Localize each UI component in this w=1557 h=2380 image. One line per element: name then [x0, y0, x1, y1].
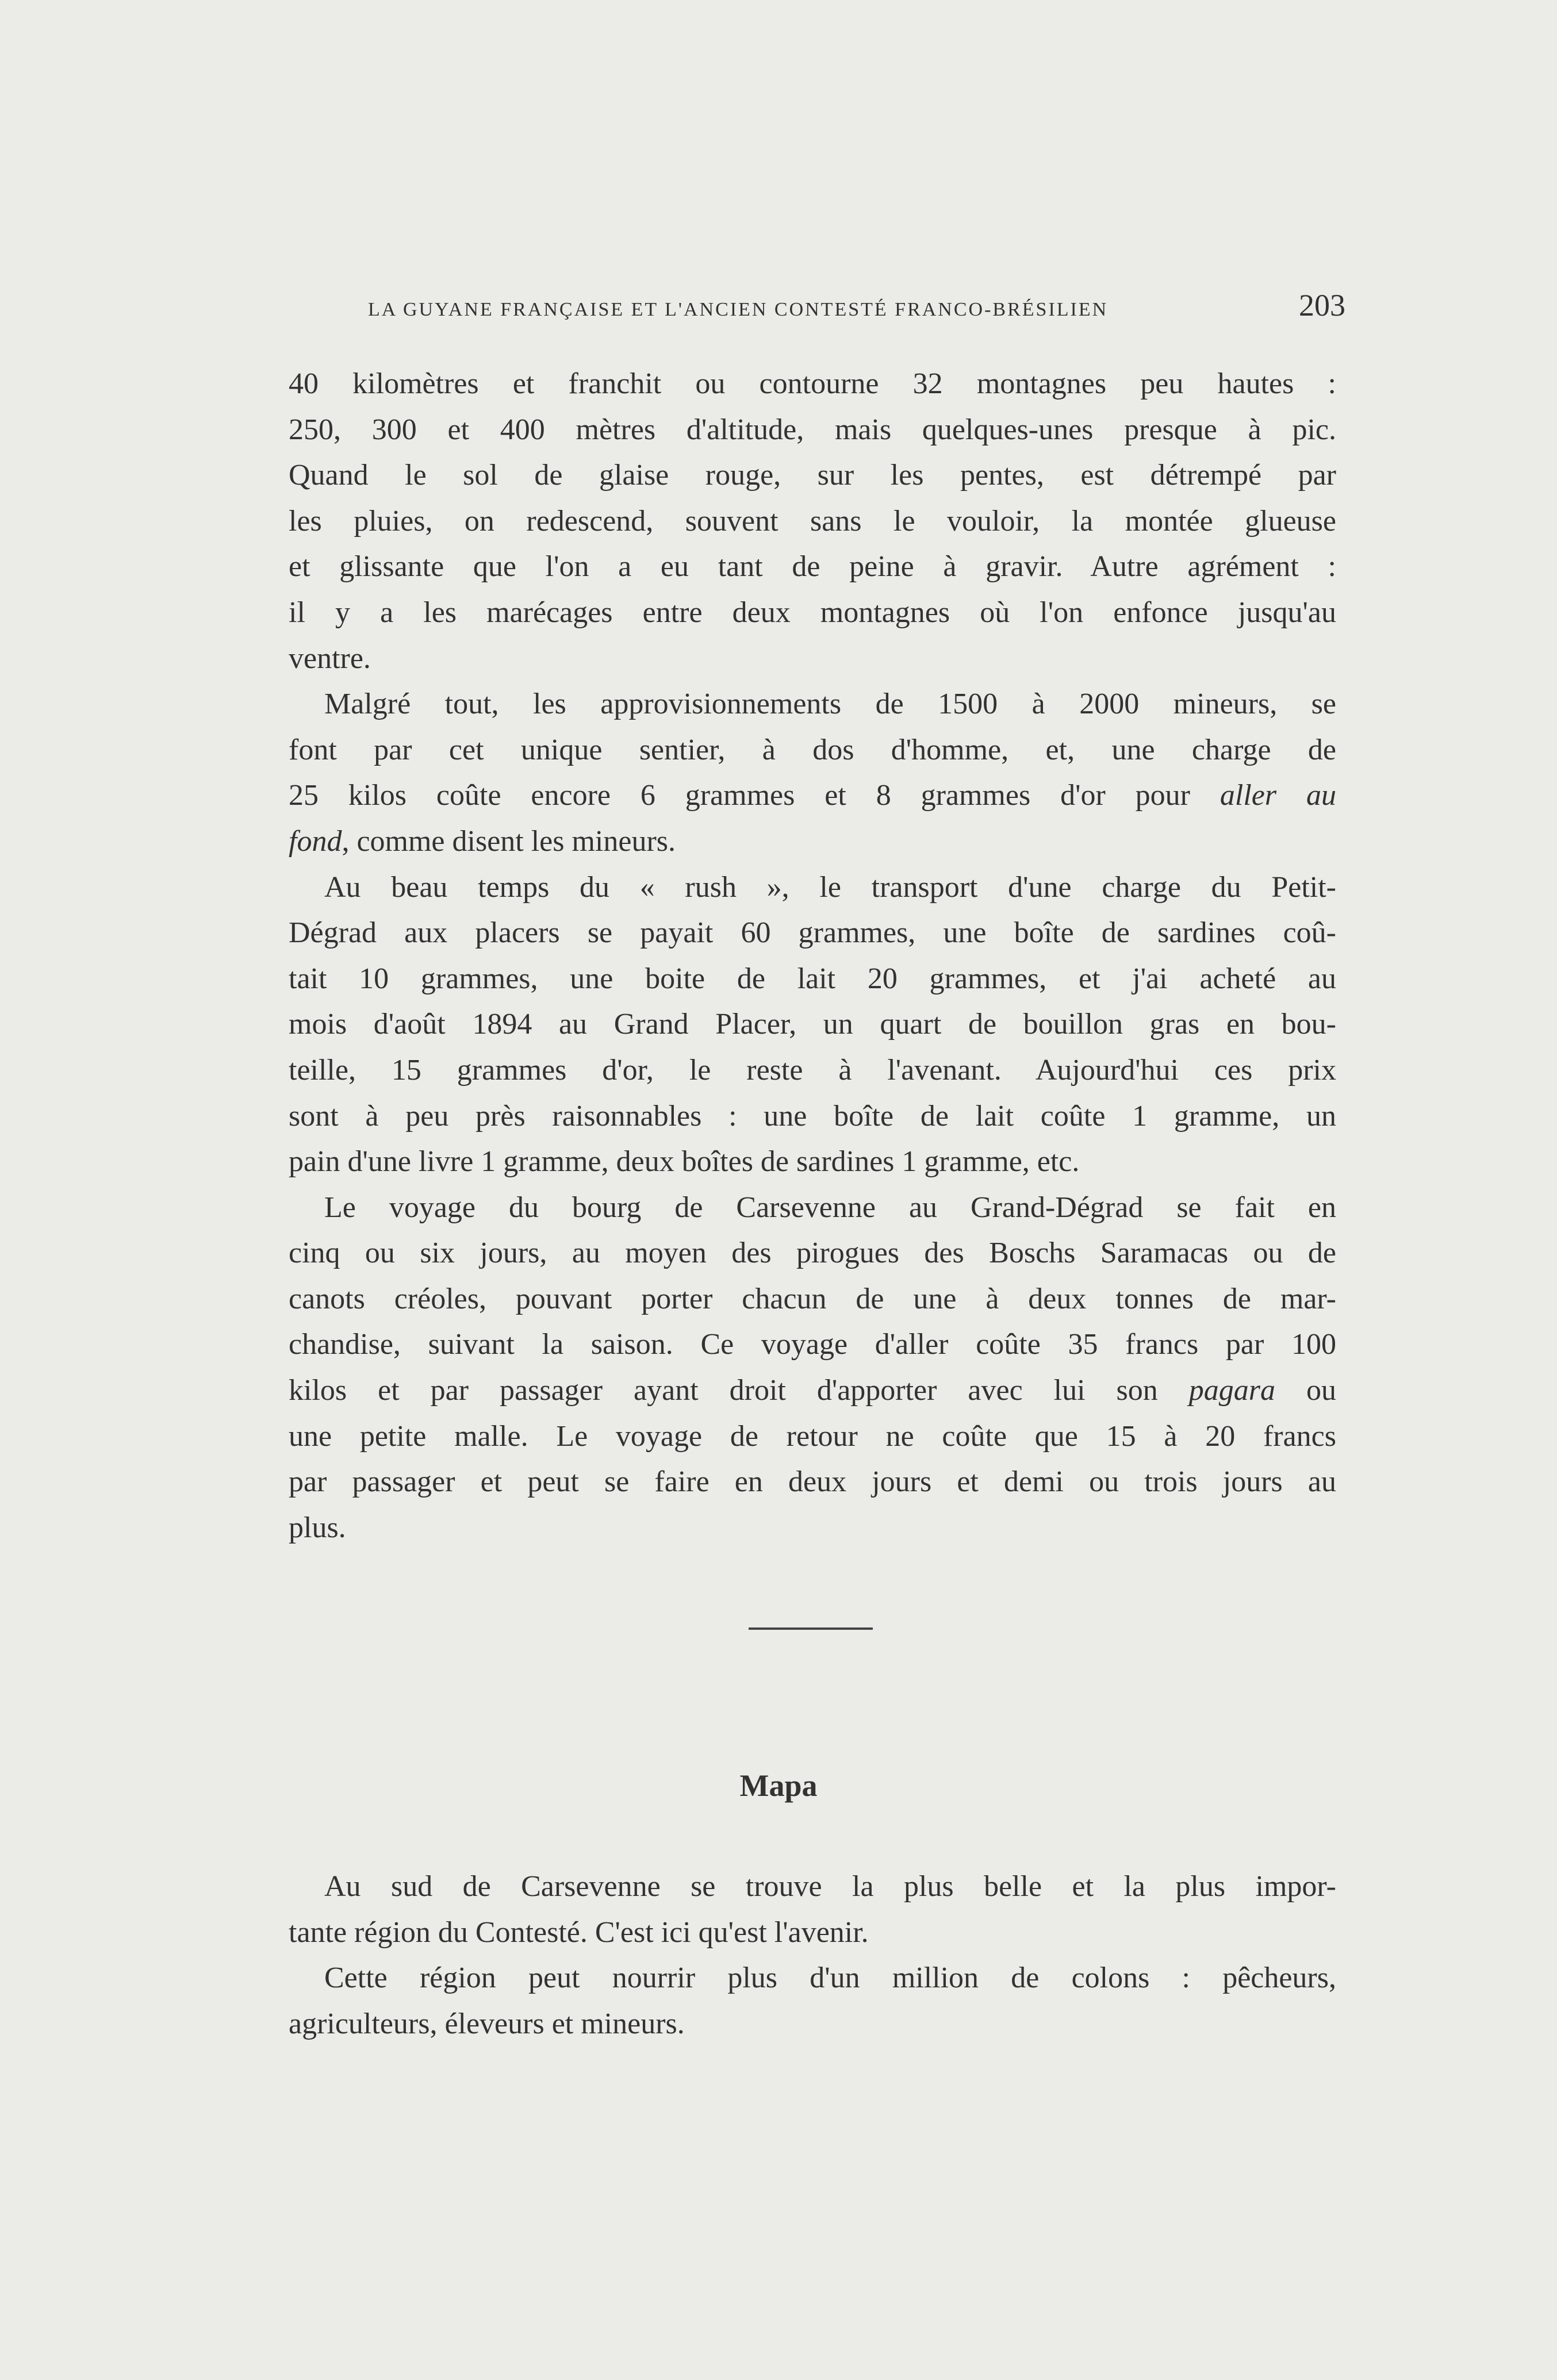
- text-span: canots créoles, pouvant porter chacun de une à deux tonnes de mar-: [289, 1282, 1336, 1315]
- section-body-1: [289, 361, 1336, 1550]
- text-span: Malgré tout, les approvisionnements de 1500 à 2000 mineurs, se: [324, 688, 1336, 721]
- text-span: agriculteurs, éleveurs et mineurs.: [289, 2007, 685, 2040]
- text-span: une petite malle. Le voyage de retour ne coûte que 15 à 20 francs: [289, 1419, 1336, 1453]
- paragraph: [289, 1955, 1336, 2047]
- paragraph: [289, 1185, 1336, 1551]
- italic-text: fond: [289, 824, 342, 858]
- italic-text: pagara: [1188, 1374, 1276, 1407]
- text-span: et glissante que l'on a eu tant de peine à gravir. Autre agrément :: [289, 550, 1336, 584]
- running-head: [368, 287, 1345, 328]
- text-line: [289, 910, 1336, 956]
- paragraph: [289, 865, 1336, 1185]
- text-line: [289, 1368, 1336, 1414]
- text-span: 250, 300 et 400 mètres d'altitude, mais quelques-unes presque à pic.: [289, 413, 1336, 446]
- text-span: les pluies, on redescend, souvent sans le vouloir, la montée glueuse: [289, 504, 1336, 538]
- text-line: [289, 361, 1336, 407]
- text-line: [289, 1185, 1336, 1231]
- text-line: [289, 1955, 1336, 2001]
- text-line: [289, 590, 1336, 636]
- text-line: [289, 498, 1336, 544]
- section-divider: [749, 1627, 873, 1630]
- text-span: Dégrad aux placers se payait 60 grammes, une boîte de sardines coû-: [289, 916, 1336, 950]
- text-span: kilos et par passager ayant droit d'apporter avec lui son: [289, 1374, 1189, 1407]
- text-span: Au sud de Carsevenne se trouve la plus belle et la plus impor-: [324, 1870, 1336, 1903]
- text-span: cinq ou six jours, au moyen des pirogues des Boschs Saramacas ou de: [289, 1237, 1336, 1270]
- text-line: [289, 2001, 1336, 2047]
- text-span: ou: [1275, 1374, 1336, 1407]
- running-title: LA GUYANE FRANÇAISE ET L'ANCIEN CONTESTÉ FRANCO-BRÉSILIEN: [368, 299, 1109, 320]
- text-span: Au beau temps du « rush », le transport d'une charge du Petit-: [324, 870, 1336, 904]
- text-span: 40 kilomètres et franchit ou contourne 32 montagnes peu hautes :: [289, 367, 1336, 400]
- text-line: [289, 1322, 1336, 1368]
- text-line: [289, 1139, 1336, 1185]
- text-line: [289, 1505, 1336, 1551]
- text-span: il y a les marécages entre deux montagnes où l'on enfonce jusqu'au: [289, 596, 1336, 629]
- text-line: [289, 1047, 1336, 1093]
- text-line: [289, 636, 1336, 682]
- text-line: [289, 727, 1336, 773]
- text-line: [289, 1276, 1336, 1322]
- text-line: [289, 1910, 1336, 1956]
- section-body-2: [289, 1864, 1336, 2047]
- text-span: , comme disent les mineurs.: [342, 824, 676, 858]
- text-line: [289, 1093, 1336, 1139]
- text-span: 25 kilos coûte encore 6 grammes et 8 grammes d'or pour: [289, 779, 1220, 812]
- text-span: tante région du Contesté. C'est ici qu'est l'avenir.: [289, 1915, 869, 1949]
- text-span: Le voyage du bourg de Carsevenne au Grand-Dégrad se fait en: [324, 1191, 1336, 1224]
- italic-text: aller au: [1219, 779, 1336, 812]
- text-span: plus.: [289, 1511, 346, 1544]
- text-line: [289, 452, 1336, 498]
- text-span: tait 10 grammes, une boite de lait 20 grammes, et j'ai acheté au: [289, 962, 1336, 995]
- section-heading: Mapa: [739, 1768, 818, 1803]
- text-line: [289, 1864, 1336, 1910]
- text-line: [289, 773, 1336, 819]
- text-line: [289, 1230, 1336, 1276]
- paragraph: [289, 681, 1336, 864]
- text-span: sont à peu près raisonnables : une boîte de lait coûte 1 gramme, un: [289, 1099, 1336, 1133]
- paragraph: [289, 361, 1336, 681]
- text-span: Quand le sol de glaise rouge, sur les pentes, est détrempé par: [289, 459, 1336, 492]
- page-number: 203: [1299, 288, 1345, 323]
- text-line: [289, 819, 1336, 865]
- text-line: [289, 865, 1336, 911]
- text-span: mois d'août 1894 au Grand Placer, un quart de bouillon gras en bou-: [289, 1008, 1336, 1041]
- text-line: [289, 956, 1336, 1002]
- text-line: [289, 1459, 1336, 1505]
- text-line: [289, 1414, 1336, 1460]
- text-span: par passager et peut se faire en deux jours et demi ou trois jours au: [289, 1465, 1336, 1499]
- text-span: Cette région peut nourrir plus d'un million de colons : pêcheurs,: [324, 1961, 1336, 1995]
- text-line: [289, 1001, 1336, 1047]
- text-span: ventre.: [289, 642, 371, 675]
- text-span: teille, 15 grammes d'or, le reste à l'avenant. Aujourd'hui ces prix: [289, 1053, 1336, 1087]
- text-span: chandise, suivant la saison. Ce voyage d'aller coûte 35 francs par 100: [289, 1328, 1336, 1361]
- text-line: [289, 407, 1336, 453]
- text-span: font par cet unique sentier, à dos d'homme, et, une charge de: [289, 733, 1336, 766]
- text-line: [289, 544, 1336, 590]
- text-line: [289, 681, 1336, 727]
- paragraph: [289, 1864, 1336, 1955]
- text-span: pain d'une livre 1 gramme, deux boîtes de sardines 1 gramme, etc.: [289, 1145, 1080, 1179]
